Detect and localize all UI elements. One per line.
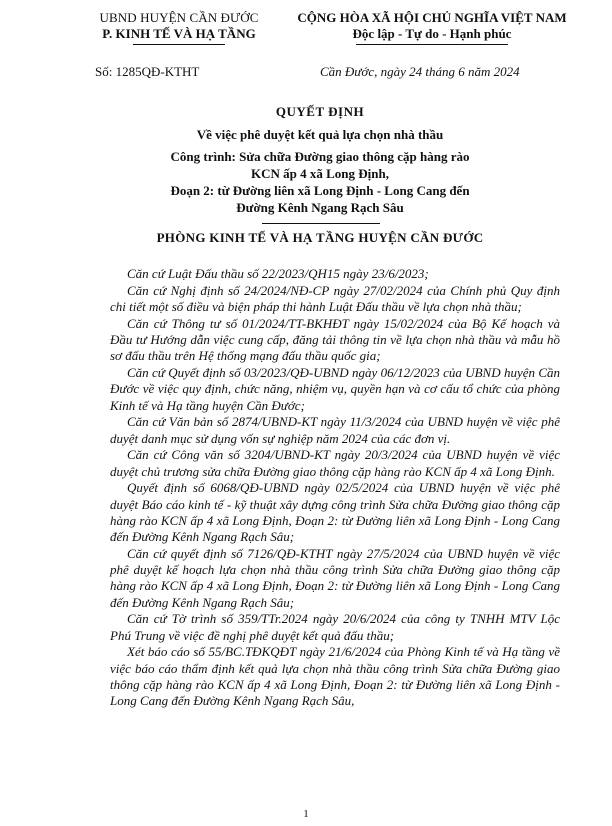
- legal-basis-item: Căn cứ quyết định số 7126/QĐ-KTHT ngày 27/5/2024 của UBND huyện về việc phê duyệt kế hoạch lựa chọn nhà thầu công trình Sửa chữa Đường giao thông cặp hàng rào KCN ấp 4 xã Long Định, Đoạn 2: từ Đường liên xã Long Định - Long Cang đến Đường Kênh Ngang Rạch Sâu;: [110, 545, 560, 610]
- legal-basis-item: Căn cứ Quyết định số 03/2023/QĐ-UBND ngày 06/12/2023 của UBND huyện Cần Đước về việc quy định, chức năng, nhiệm vụ, quyền hạn và cơ cấu tổ chức của phòng Kinh tế và Hạ tầng huyện Cần Đước;: [110, 364, 560, 413]
- legal-basis-item: Căn cứ Văn bản số 2874/UBND-KT ngày 11/3/2024 của UBND huyện về việc phê duyệt danh mục sử dụng vốn sự nghiệp năm 2024 của các đơn vị.: [110, 414, 560, 446]
- issuer-block: [74, 10, 284, 45]
- document-subject: Về việc phê duyệt kết quả lựa chọn nhà thầu: [196, 127, 444, 142]
- legal-basis-item: Căn cứ Tờ trình số 359/TTr.2024 ngày 20/6/2024 của công ty TNHH MTV Lộc Phú Trung về việc đề nghị phê duyệt kết quả đấu thầu;: [110, 611, 560, 643]
- legal-basis-item: Căn cứ Nghị định số 24/2024/NĐ-CP ngày 27/02/2024 của Chính phủ Quy định chi tiết một số điều và biện pháp thi hành Luật Đấu thầu về lựa chọn nhà thầu;: [110, 282, 560, 314]
- project-line-3: Đoạn 2: từ Đường liên xã Long Định - Long Cang đến: [170, 183, 470, 198]
- legal-basis-item: Quyết định số 6068/QĐ-UBND ngày 02/5/2024 của UBND huyện về việc phê duyệt Báo cáo kinh tế - kỹ thuật xây dựng công trình Sửa chữa Đường giao thông cặp hàng rào KCN ấp 4 xã Long Định, Đoạn 2: từ Đường liên xã Long Định - Long Cang đến Đường Kênh Ngang Rạch Sâu;: [110, 480, 560, 545]
- project-line-2: KCN ấp 4 xã Long Định,: [251, 166, 389, 181]
- legal-bases: [110, 266, 560, 710]
- legal-basis-item: Căn cứ Công văn số 3204/UBND-KT ngày 20/3/2024 của UBND huyện về việc duyệt chủ trương sửa chữa Đường giao thông cặp hàng rào KCN ấp 4 xã Long Định.: [110, 447, 560, 479]
- legal-basis-item: Xét báo cáo số 55/BC.TĐKQĐT ngày 21/6/2024 của Phòng Kinh tế và Hạ tầng về việc báo cáo thẩm định kết quả lựa chọn nhà thầu công trình Sửa chữa Đường giao thông cặp hàng rào KCN ấp 4 xã Long Định, Đoạn 2: từ Đường liên xã Long Định - Long Cang đến Đường Kênh Ngang Rạch Sâu,: [110, 644, 560, 709]
- national-motto: Độc lập - Tự do - Hạnh phúc: [352, 26, 512, 41]
- agency-name: UBND HUYỆN CẦN ĐƯỚC: [99, 10, 259, 25]
- motto-underline: [356, 44, 508, 45]
- legal-basis-item: Căn cứ Thông tư số 01/2024/TT-BKHĐT ngày 15/02/2024 của Bộ Kế hoạch và Đầu tư Hướng dẫn việc cung cấp, đăng tải thông tin về lựa chọn nhà thầu và mẫu hồ sơ đấu thầu trên Hệ thống mạng đấu thầu quốc gia;: [110, 315, 560, 364]
- page-number: 1: [303, 808, 309, 820]
- place-and-date: Cần Đước, ngày 24 tháng 6 năm 2024: [320, 64, 520, 79]
- document-number: Số: 1285QĐ-KTHT: [95, 64, 200, 79]
- legal-basis-item: Căn cứ Luật Đấu thầu số 22/2023/QH15 ngày 23/6/2023;: [127, 266, 429, 281]
- issuer-underline: [133, 44, 225, 45]
- national-heading: [272, 10, 592, 45]
- project-line-1: Công trình: Sửa chữa Đường giao thông cặp hàng rào: [170, 149, 470, 164]
- project-title: [70, 148, 570, 216]
- project-line-4: Đường Kênh Ngang Rạch Sâu: [236, 200, 404, 215]
- document-title: QUYẾT ĐỊNH: [275, 104, 365, 119]
- issuing-authority: PHÒNG KINH TẾ VÀ HẠ TẦNG HUYỆN CẦN ĐƯỚC: [156, 230, 484, 245]
- department-name: P. KINH TẾ VÀ HẠ TẦNG: [102, 26, 256, 41]
- title-underline: [262, 223, 380, 224]
- country-name: CỘNG HÒA XÃ HỘI CHỦ NGHĨA VIỆT NAM: [297, 10, 567, 25]
